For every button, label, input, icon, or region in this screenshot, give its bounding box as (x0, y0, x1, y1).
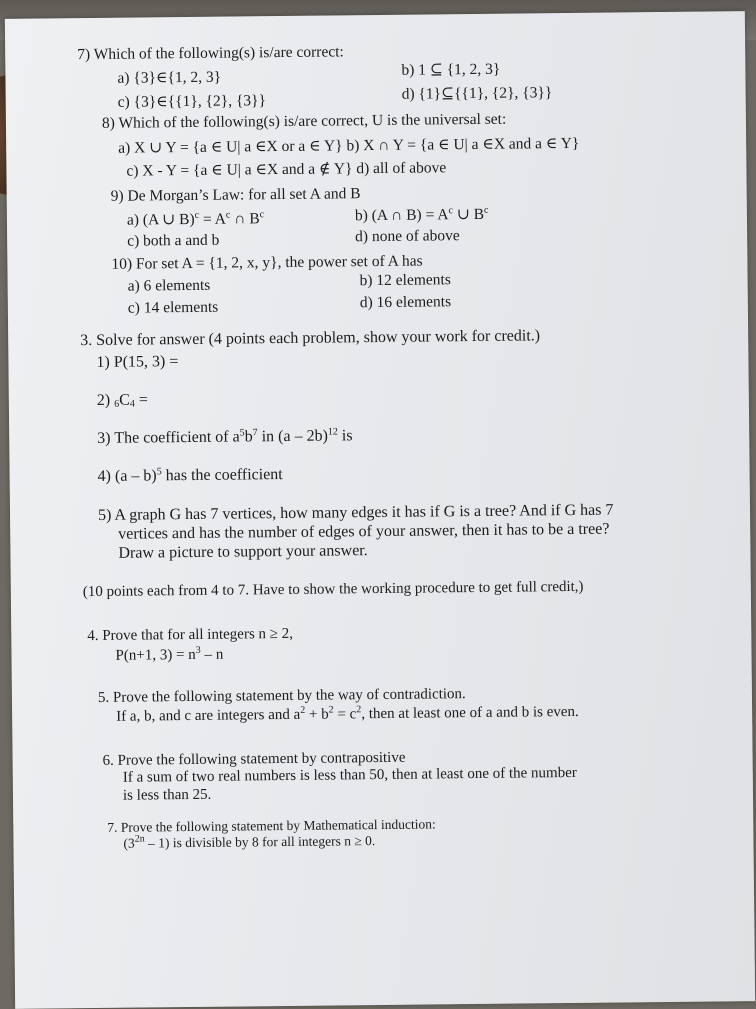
q7-option-d: d) {1}⊆{{1}, {2}, {3}} (401, 84, 553, 103)
q9-option-c: c) both a and b (127, 231, 220, 250)
q7-option-a: a) {3}∈{1, 2, 3} (117, 68, 222, 87)
problem-5-line-1: 5) A graph G has 7 vertices, how many edges it has if G is a tree? And if G has 7 (97, 501, 614, 524)
proof-4-line-2: P(n+1, $3) = n^3 - n$ (115, 644, 224, 664)
proof-7-line-1: 7. Prove the following statement by Mathematical induction: (107, 816, 436, 835)
q7-option-c: c) {3}∈{{1}, {2}, {3}} (117, 92, 267, 111)
section3-heading: 3. Solve for answer (4 points each problem, show your work for credit.) (80, 327, 541, 350)
q9-stem: 9) De Morgan’s Law: for all set A and B (110, 185, 361, 205)
q10-option-b: b) 12 elements (359, 271, 451, 290)
proof-7-line-2: $(3^{2n} - 1)$ is divisible by 8 for all integers n ≥ 0. (123, 833, 376, 851)
problem-1: 1) P(15, 3) = (96, 353, 179, 371)
q10-option-a: a) 6 elements (127, 276, 211, 295)
q8-options-ab: a) X ∪ Y = {a ∈ U| a ∈X or a ∈ Y} b) X ∩ Y = {a ∈ U| a ∈X and a ∈ Y} (118, 134, 580, 157)
q9-option-a: a) (A ∪ $B)^c = A^c$ ∩ $B^c$ (126, 209, 265, 229)
q8-options-cd: c) X - Y = {a ∈ U| a ∈X and a ∉ Y} d) all of above (126, 159, 447, 180)
q7-stem: 7) Which of the following(s) is/are correct: (77, 43, 344, 64)
q8-stem: 8) Which of the following(s) is/are correct, U is the universal set: (101, 110, 507, 132)
q10-option-c: c) 14 elements (127, 298, 219, 317)
problem-2: 2) $_6C_4$ = (96, 391, 148, 410)
problem-3: 3) The coefficient of $a^5b^7$ in (a – 2b)$^{12}$ is (97, 426, 353, 447)
q9-option-d: d) none of above (355, 227, 460, 246)
section4-heading: (10 points each from 4 to 7. Have to show the working procedure to get full credit,) (82, 578, 584, 601)
problem-5-line-3: Draw a picture to support your answer. (118, 542, 368, 562)
problem-4: 4) (a – b)$^5$ has the coefficient (97, 466, 283, 485)
proof-5-line-1: 5. Prove the following statement by the way of contradiction. (97, 686, 466, 706)
proof-5-line-2: If a, b, and c are integers and $a^2 + b^2 = c^2$, then at least one of a and b is even. (116, 703, 579, 725)
proof-6-line-3: is less than 25. (122, 786, 212, 804)
proof-4-line-1: 4. Prove that for all integers n ≥ 2, (87, 625, 294, 645)
proof-6-line-2: If a sum of two real numbers is less than 50, then at least one of the number (122, 764, 577, 786)
worksheet-page (5, 11, 755, 1009)
proof-6-line-1: 6. Prove the following statement by contrapositive (102, 749, 406, 769)
q10-option-d: d) 16 elements (359, 293, 452, 312)
q7-option-b: b) 1 ⊆ {1, 2, 3} (401, 60, 501, 79)
problem-5-line-2: vertices and has the number of edges of your answer, then it has to be a tree? (118, 520, 610, 543)
q10-stem: 10) For set A = {1, 2, x, y}, the power set of A has (111, 252, 423, 273)
q9-option-b: b) (A ∩ $B) = A^c$ ∪ $B^c$ (354, 204, 489, 225)
